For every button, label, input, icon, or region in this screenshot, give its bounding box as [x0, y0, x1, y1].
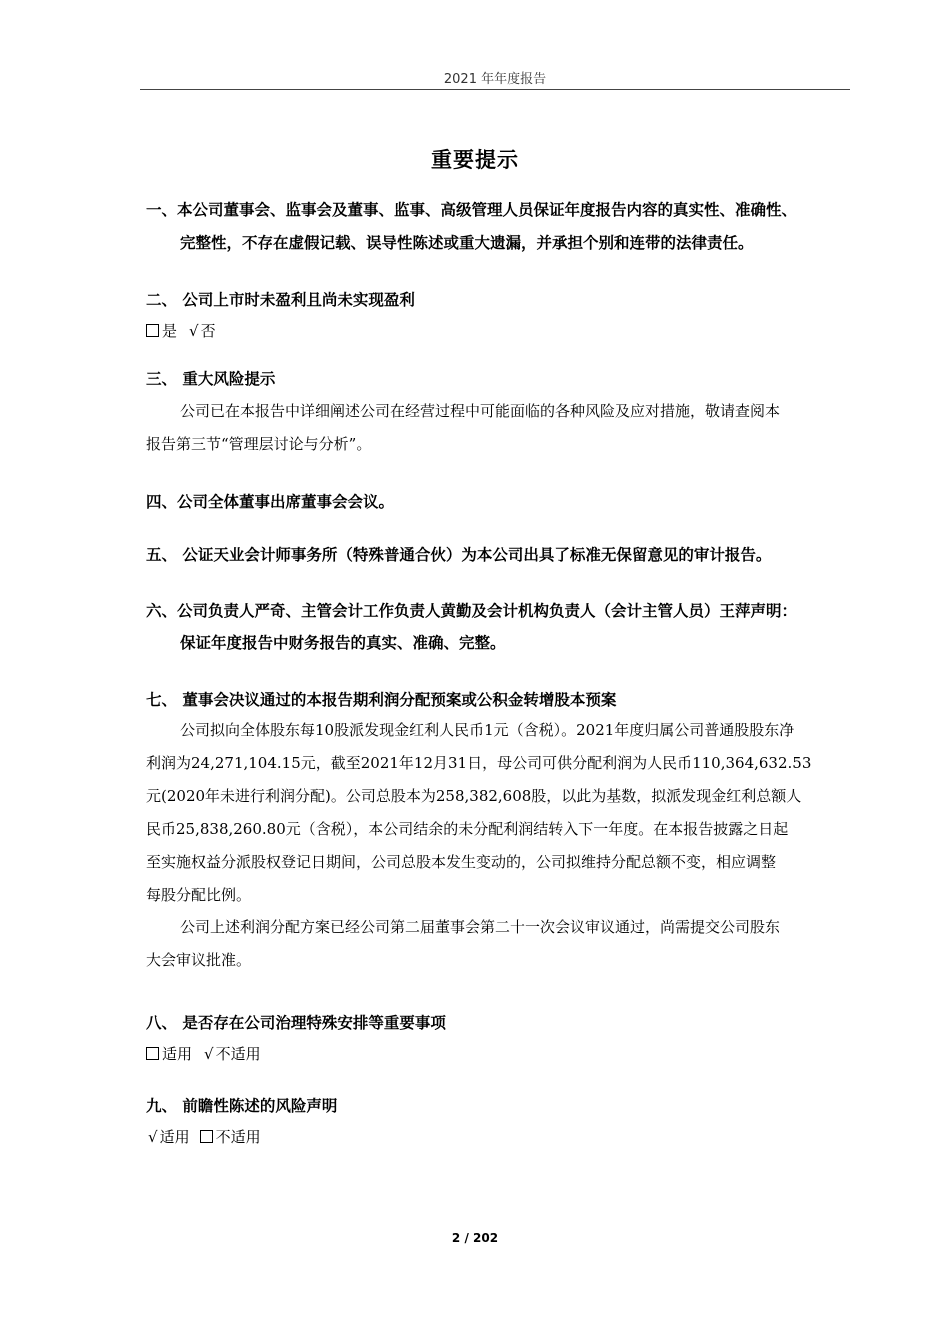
item-three-line1: 公司已在本报告中详细阐述公司在经营过程中可能面临的各种风险及应对措施，敬请查阅本 [180, 402, 781, 420]
item-seven-heading: 七、 董事会决议通过的本报告期利润分配预案或公积金转增股本预案 [146, 691, 617, 709]
item-six-line1: 六、公司负责人严奇、主管会计工作负责人黄勤及会计机构负责人（会计主管人员）王萍声明： [146, 602, 798, 620]
item-seven-p1-line2: 利润为24,271,104.15元，截至2021年12月31日，母公司可供分配利润为人民币110,364,632.53 [146, 754, 812, 772]
option-applicable: 适用 [159, 1128, 190, 1146]
item-seven-p1-line5: 至实施权益分派股权登记日期间，公司总股本发生变动的，公司拟维持分配总额不变，相应调整 [146, 853, 777, 871]
item-nine-heading: 九、 前瞻性陈述的风险声明 [146, 1097, 338, 1115]
item-eight-options [146, 1043, 261, 1064]
item-four-heading: 四、公司全体董事出席董事会会议。 [146, 493, 395, 511]
check-mark-icon: √ [189, 322, 199, 340]
check-mark-icon: √ [148, 1128, 158, 1146]
item-seven-p1-line4: 民币25,838,260.80元（含税），本公司结余的未分配利润结转入下一年度。在本报告披露之日起 [146, 820, 789, 838]
page-number: 2 / 202 [451, 1231, 499, 1245]
item-two-heading: 二、 公司上市时未盈利且尚未实现盈利 [146, 291, 415, 309]
header-rule [140, 89, 850, 90]
item-one-line2: 完整性，不存在虚假记载、误导性陈述或重大遗漏，并承担个别和连带的法律责任。 [180, 234, 754, 252]
checkbox-empty-icon [146, 1047, 159, 1060]
item-three-heading: 三、 重大风险提示 [146, 370, 276, 388]
check-mark-icon: √ [204, 1045, 214, 1063]
option-no: 否 [200, 322, 216, 340]
checkbox-empty-icon [146, 324, 159, 337]
item-seven-p1-line3: 元(2020年未进行利润分配)。公司总股本为258,382,608股，以此为基数，拟派发现金红利总额人 [146, 787, 802, 805]
option-not-applicable: 不适用 [215, 1128, 261, 1146]
item-three-line2: 报告第三节“管理层讨论与分析”。 [146, 435, 372, 453]
item-seven-p2-line1: 公司上述利润分配方案已经公司第二届董事会第二十一次会议审议通过，尚需提交公司股东 [180, 918, 781, 936]
item-one-line1: 一、本公司董事会、监事会及董事、监事、高级管理人员保证年度报告内容的真实性、准确性、 [146, 201, 798, 219]
item-seven-p2-line2: 大会审议批准。 [146, 951, 252, 969]
option-applicable: 适用 [162, 1045, 193, 1063]
checkbox-empty-icon [200, 1130, 213, 1143]
item-five-heading: 五、 公证天业会计师事务所（特殊普通合伙）为本公司出具了标准无保留意见的审计报告。 [146, 546, 772, 564]
option-not-applicable: 不适用 [215, 1045, 261, 1063]
item-eight-heading: 八、 是否存在公司治理特殊安排等重要事项 [146, 1014, 446, 1032]
item-seven-p1-line6: 每股分配比例。 [146, 886, 252, 904]
item-nine-options [146, 1126, 261, 1147]
item-seven-p1-line1: 公司拟向全体股东每10股派发现金红利人民币1元（含税）。2021年度归属公司普通股股东净 [180, 721, 795, 739]
option-yes: 是 [162, 322, 178, 340]
document-title: 重要提示 [431, 148, 519, 172]
item-six-line2: 保证年度报告中财务报告的真实、准确、完整。 [180, 634, 506, 652]
item-two-options [146, 320, 216, 341]
page-header: 2021 年年度报告 [443, 72, 547, 87]
